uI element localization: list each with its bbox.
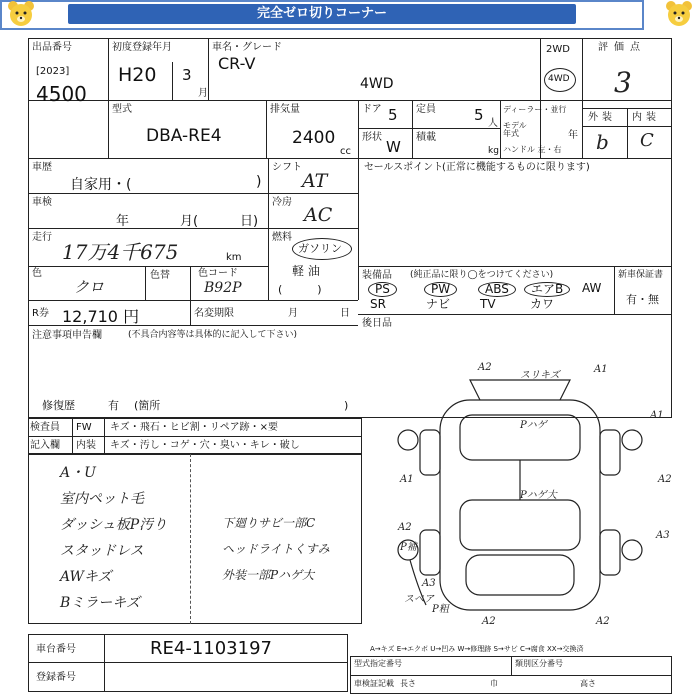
check-row2-label: 内装: [76, 440, 96, 451]
doors-value: 5: [388, 106, 398, 124]
car-name: CR-V: [218, 54, 256, 73]
int-label: 内装: [632, 112, 660, 123]
disp-unit: cc: [340, 146, 351, 157]
year-unit: 年: [568, 130, 578, 141]
sales-label: セールスポイント: [364, 162, 444, 173]
damage-label: A2: [658, 474, 672, 485]
equip-item: TV: [480, 297, 496, 311]
inspect-day: 日): [240, 214, 259, 229]
model-label: 型式: [112, 104, 132, 115]
score-label: 評価点: [598, 42, 646, 53]
reg-label: 初度登録年月: [112, 42, 172, 53]
remark-right-item: 外装一部Pハゲ大: [222, 568, 315, 582]
check-label-1: 検査員: [30, 422, 60, 433]
check-row1: キズ・飛石・ヒビ割・リペア跡・×要: [110, 422, 278, 433]
score-value: 3: [614, 66, 632, 99]
repair-have: 有: [108, 399, 119, 412]
load-label: 積載: [416, 132, 436, 143]
ac-label: 冷房: [272, 197, 292, 208]
mileage-value: 17万4千675: [62, 240, 179, 264]
model-value: DBA-RE4: [146, 126, 222, 146]
bottom-c1: 型式指定番号: [354, 659, 402, 668]
drive-4wd: 4WD: [548, 74, 570, 84]
model-year-label: モデル 年式: [503, 121, 527, 138]
cap-value: 5: [474, 106, 484, 124]
damage-label: A2: [596, 616, 610, 627]
damage-label: A1: [400, 474, 414, 485]
equip-item: ナビ: [426, 297, 451, 311]
equip-sub: (純正品に限り◯をつけてください): [410, 270, 554, 280]
color-value: クロ: [74, 278, 105, 296]
reg-era-year: H20: [118, 64, 157, 86]
inspect-year: 年: [116, 214, 130, 229]
doors-label: ドア: [362, 104, 382, 115]
fuel-gas: ガソリン: [298, 242, 342, 255]
bottom-width: 巾: [490, 679, 498, 688]
equip-item: カワ: [530, 297, 555, 311]
damage-label: A2: [482, 616, 496, 627]
chassis-label: 車台番号: [36, 644, 76, 655]
banner-title: 完全ゼロ切りコーナー: [68, 4, 576, 24]
damage-label: スペア: [404, 594, 434, 605]
remark-right-item: 下廻りサビ一部C: [222, 516, 316, 530]
damage-label: P補: [400, 542, 417, 553]
color-code-label: 色コード: [198, 268, 238, 279]
shape-label: 形状: [362, 132, 382, 143]
notes-title: 注意事項申告欄: [32, 330, 102, 341]
period-day: 日: [340, 308, 350, 319]
damage-label: P粗: [432, 604, 449, 615]
damage-label: Pハゲ大: [520, 490, 557, 501]
int-score: C: [640, 130, 654, 151]
period-month: 月: [288, 308, 298, 319]
fuel-diesel: 軽 油: [292, 264, 320, 278]
check-row1-label: FW: [76, 422, 92, 433]
color-change-label: 色替: [150, 270, 170, 281]
equip-item: PS: [368, 282, 397, 297]
history-label: 車歴: [32, 162, 52, 173]
mileage-label: 走行: [32, 232, 52, 243]
remark-item: スタッドレス: [60, 543, 144, 559]
damage-label: A3: [656, 530, 670, 541]
bottom-len: 長さ: [400, 679, 416, 688]
period-label: 名変期限: [194, 308, 234, 319]
load-unit: kg: [488, 146, 499, 156]
remark-item: AWキズ: [60, 569, 112, 585]
damage-label: Pハゲ: [520, 420, 547, 431]
equip-item: AW: [582, 281, 602, 295]
damage-label: A2: [398, 522, 412, 533]
bottom-sub: 車検証記載: [354, 679, 394, 688]
lot-label: 出品番号: [32, 42, 72, 53]
fuel-paren: ( ): [278, 283, 322, 296]
registration-label: 登録番号: [36, 672, 76, 683]
damage-label: A1: [594, 364, 608, 375]
fuel-label: 燃料: [272, 232, 292, 243]
mileage-unit: km: [226, 252, 242, 263]
recycle-label: R券: [32, 308, 49, 319]
check-label-2: 記入欄: [30, 440, 60, 451]
equip-item: SR: [370, 297, 386, 311]
color-label: 色: [32, 268, 42, 279]
lot-year: [2023]: [36, 66, 70, 77]
chassis-value: RE4-1103197: [150, 638, 272, 659]
warranty-value: 有・無: [626, 293, 659, 306]
cap-unit: 人: [488, 118, 498, 129]
damage-label: スリキズ: [520, 370, 560, 381]
reg-month-unit: 月: [198, 88, 208, 99]
drive-2wd: 2WD: [546, 44, 570, 55]
cap-label: 定員: [416, 104, 436, 115]
shift-label: シフト: [272, 162, 302, 173]
damage-label: A2: [478, 362, 492, 373]
bear-mascot-icon: [6, 0, 36, 28]
car-grade: 4WD: [360, 76, 394, 92]
legend-text: A→キズ E→エクボ U→凹み W→修理跡 S→サビ C→腐食 XX→交換済: [370, 645, 584, 653]
disp-label: 排気量: [270, 104, 300, 115]
repair-close: ): [344, 399, 349, 412]
equip-item: ABS: [478, 282, 516, 297]
disp-value: 2400: [292, 128, 336, 148]
remark-item: A・U: [60, 465, 96, 481]
equip-label: 装備品: [362, 270, 392, 281]
rear-label: 後日品: [362, 318, 392, 329]
shift-value: AT: [302, 170, 328, 192]
check-row2: キズ・汚し・コゲ・穴・臭い・キレ・破し: [110, 440, 300, 451]
repair-label: 修復歴: [42, 399, 75, 412]
car-diagram: [370, 360, 670, 630]
equip-item: エアB: [524, 282, 570, 297]
reg-month: 3: [182, 66, 192, 84]
recycle-value: 12,710 円: [62, 307, 140, 326]
remark-right-item: ヘッドライトくすみ: [222, 542, 330, 556]
notes-sub: (不具合内容等は具体的に記入して下さい): [128, 330, 298, 340]
sales-sub: (正常に機能するものに限ります): [442, 162, 590, 173]
inspect-label: 車検: [32, 197, 52, 208]
remark-item: ダッシュ板P汚り: [60, 517, 168, 533]
warranty-label: 新車保証書: [618, 270, 664, 280]
lot-number: 4500: [36, 82, 87, 106]
header-banner: [0, 0, 644, 30]
equip-item: PW: [424, 282, 457, 297]
remark-item: 室内ペット毛: [60, 491, 144, 507]
damage-label: A1: [650, 410, 664, 421]
ac-value: AC: [304, 204, 333, 226]
bottom-c2: 類別区分番号: [515, 659, 563, 668]
shape-value: W: [386, 138, 401, 156]
ext-label: 外装: [588, 112, 616, 123]
ext-score: b: [596, 130, 609, 154]
history-value: 自家用・(: [70, 177, 132, 193]
damage-label: A3: [422, 578, 436, 589]
history-close: ): [256, 174, 262, 190]
bear-mascot-icon: [664, 0, 694, 28]
name-label: 車名・グレード: [212, 42, 282, 53]
repair-place: (箇所: [134, 399, 161, 412]
dealer-label: ディーラー・並行: [503, 105, 567, 114]
bottom-height: 高さ: [580, 679, 596, 688]
color-code: B92P: [204, 280, 242, 296]
handle-label: ハンドル 左・右: [503, 145, 562, 154]
remark-item: Bミラーキズ: [60, 595, 141, 611]
inspect-month: 月(: [180, 214, 199, 229]
